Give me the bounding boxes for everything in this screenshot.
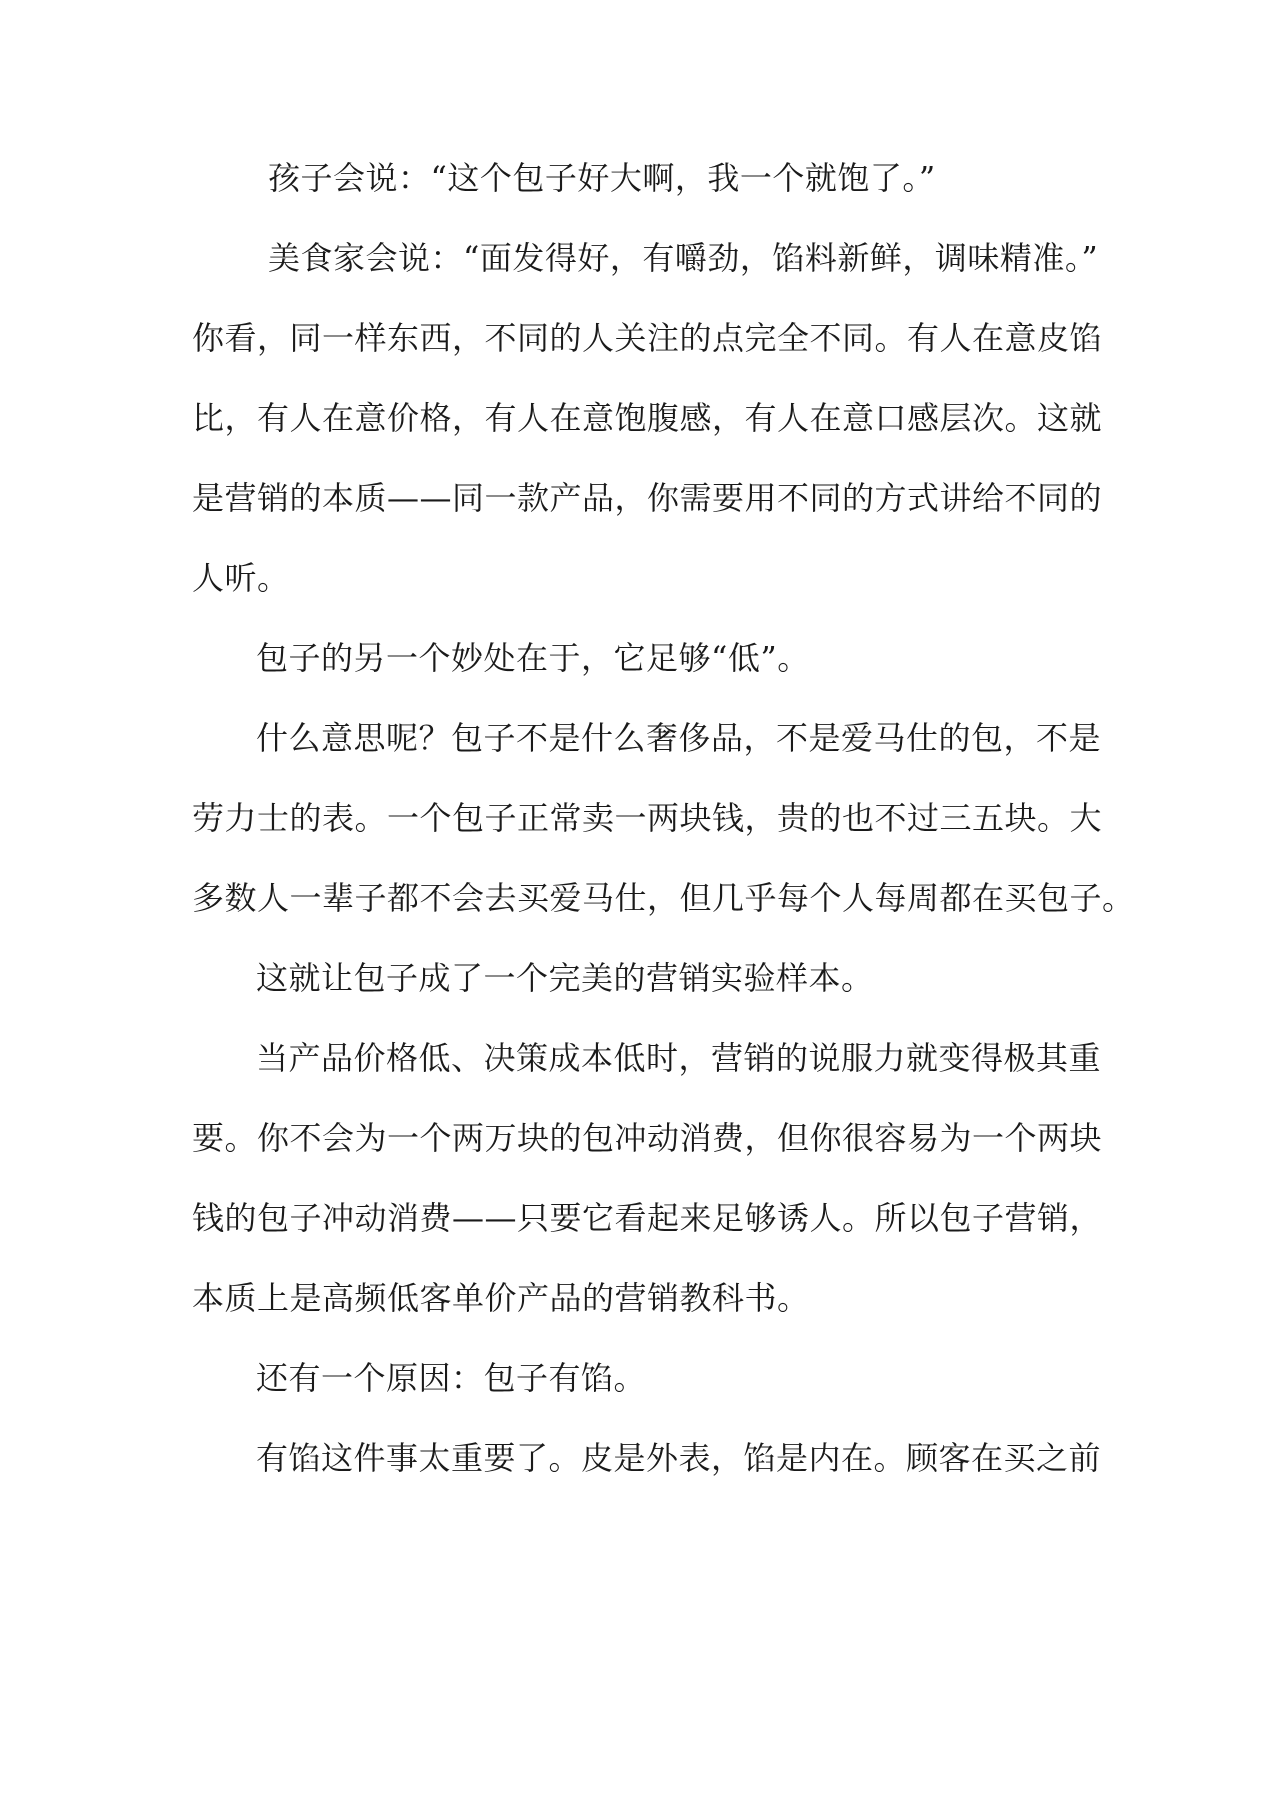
- text-line: 这就让包子成了一个完美的营销实验样本。: [256, 959, 874, 997]
- text-line: 你看，同一样东西，不同的人关注的点完全不同。有人在意皮馅: [192, 319, 1103, 357]
- text-line: 有馅这件事太重要了。皮是外表，馅是内在。顾客在买之前: [256, 1439, 1102, 1477]
- text-line: 本质上是高频低客单价产品的营销教科书。: [192, 1279, 810, 1317]
- text-line: 什么意思呢？包子不是什么奢侈品，不是爱马仕的包，不是: [256, 719, 1102, 757]
- text-line: 美食家会说：“面发得好，有嚼劲，馅料新鲜，调味精准。”: [268, 239, 1099, 277]
- text-line: 劳力士的表。一个包子正常卖一两块钱，贵的也不过三五块。大: [192, 799, 1103, 837]
- text-line: 还有一个原因：包子有馅。: [256, 1359, 647, 1397]
- text-line: 人听。: [192, 559, 290, 597]
- text-line: 比，有人在意价格，有人在意饱腹感，有人在意口感层次。这就: [192, 399, 1103, 437]
- text-line: 孩子会说：“这个包子好大啊，我一个就饱了。”: [268, 159, 936, 197]
- text-line: 钱的包子冲动消费——只要它看起来足够诱人。所以包子营销，: [192, 1199, 1103, 1237]
- text-line: 多数人一辈子都不会去买爱马仕，但几乎每个人每周都在买包子。: [192, 879, 1135, 917]
- text-line: 是营销的本质——同一款产品，你需要用不同的方式讲给不同的: [192, 479, 1103, 517]
- text-line: 当产品价格低、决策成本低时，营销的说服力就变得极其重: [256, 1039, 1102, 1077]
- text-line: 包子的另一个妙处在于，它足够“低”。: [256, 639, 810, 677]
- text-line: 要。你不会为一个两万块的包冲动消费，但你很容易为一个两块: [192, 1119, 1103, 1157]
